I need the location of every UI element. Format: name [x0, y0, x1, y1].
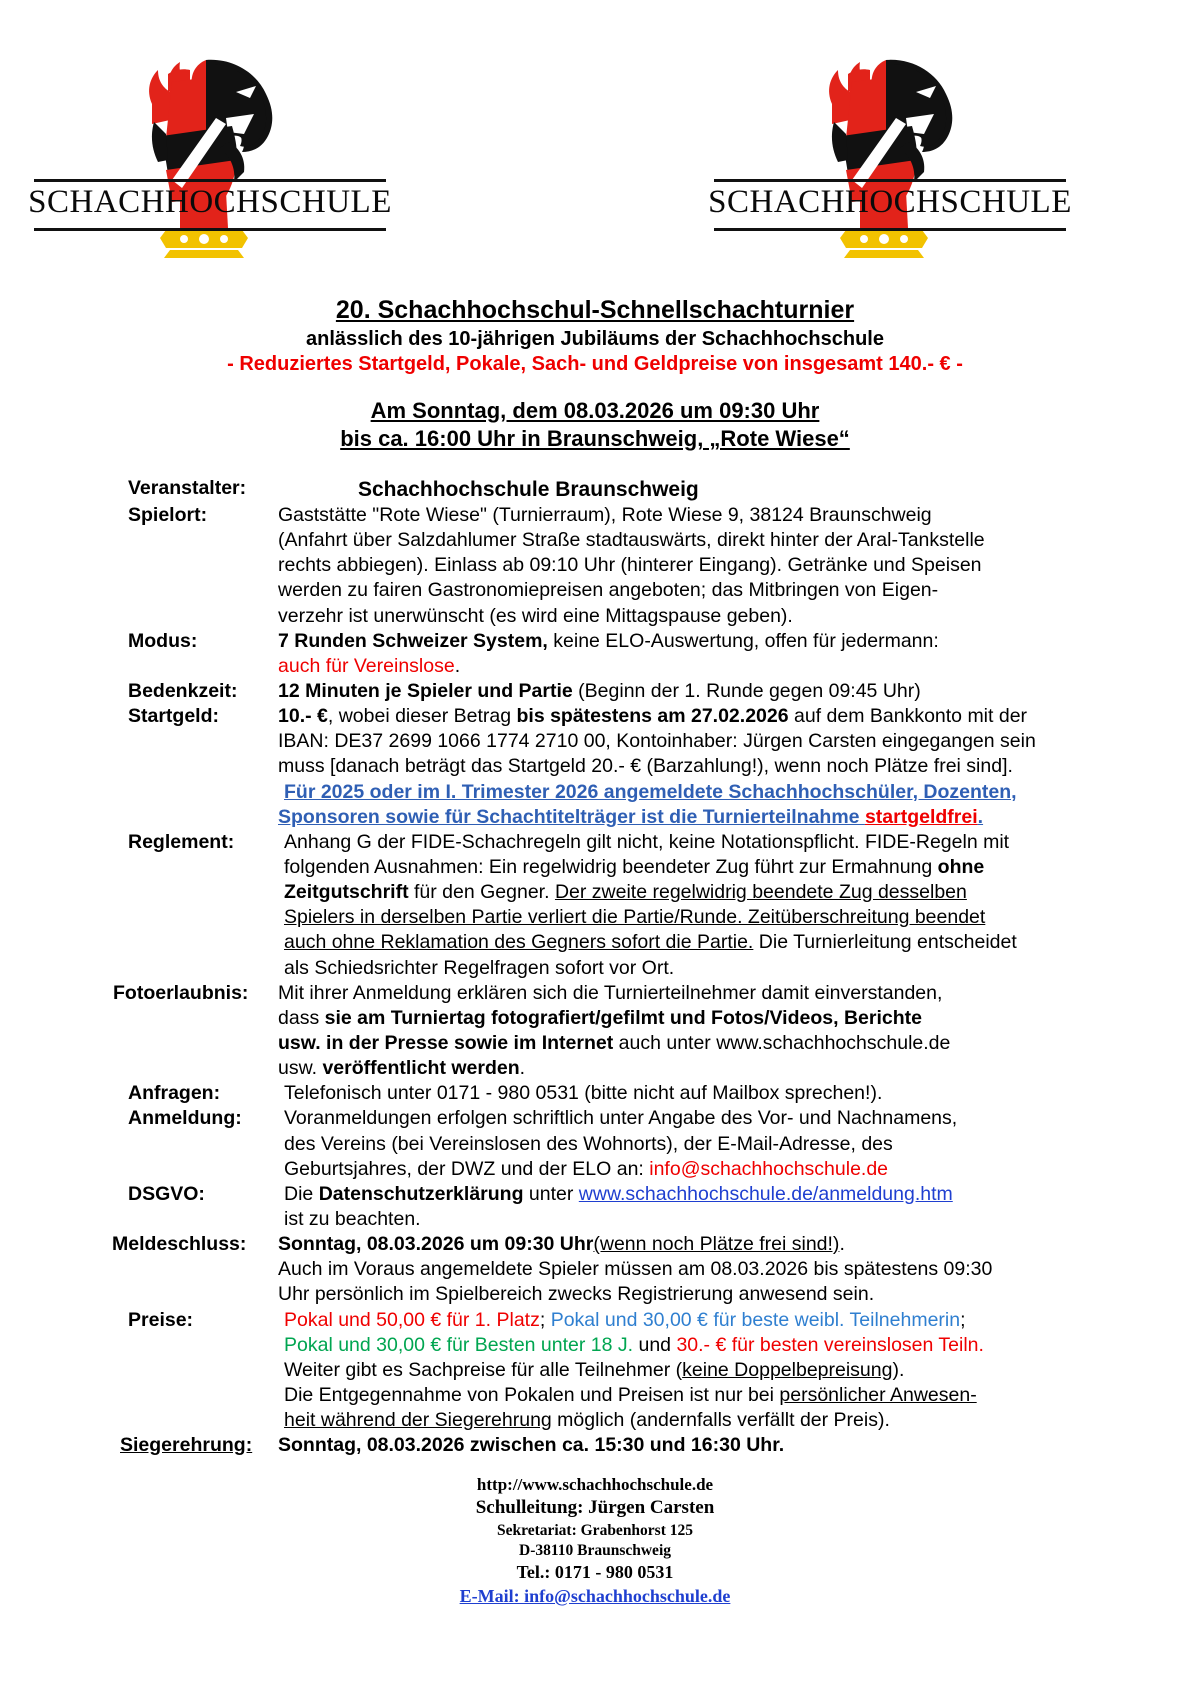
- preise-line-5: [284, 1408, 1150, 1433]
- logo-header-band: [0, 0, 1190, 258]
- fotoerlaubnis-text-3b: auch unter www.schachhochschule.de: [613, 1032, 951, 1054]
- preise-underline-4b: persönlicher Anwesen-: [779, 1383, 977, 1406]
- modus-bold: 7 Runden Schweizer System,: [278, 629, 548, 652]
- label-anfragen: Anfragen:: [128, 1082, 221, 1105]
- label-dsgvo: DSGVO:: [128, 1182, 205, 1205]
- dsgvo-text-1a: Die: [284, 1182, 319, 1205]
- reglement-line-6: als Schiedsrichter Regelfragen sofort vor Ort.: [284, 956, 675, 979]
- modus-red: auch für Vereinslose: [278, 654, 455, 677]
- fotoerlaubnis-text-4c: .: [519, 1057, 526, 1080]
- footer-schulleitung: Schulleitung: Jürgen Carsten: [475, 1497, 715, 1519]
- startgeld-free-line-2: [278, 805, 1150, 830]
- reglement-line-3: [284, 880, 1150, 905]
- label-meldeschluss: Meldeschluss:: [112, 1233, 247, 1256]
- modus-line-2: [278, 654, 1150, 679]
- title-highlight: - Reduziertes Startgeld, Pokale, Sach- und Geldpreise von insgesamt 140.- € -: [227, 353, 963, 376]
- prize-best-female: Pokal und 30,00 € für beste weibl. Teilnehmerin: [550, 1308, 961, 1331]
- anmeldung-email-link[interactable]: info@schachhochschule.de: [649, 1157, 889, 1180]
- row-bedenkzeit: [128, 679, 1150, 704]
- reglement-line-1: Anhang G der FIDE-Schachregeln gilt nicht, keine Notationspflicht. FIDE-Regeln mit: [284, 830, 1010, 853]
- startgeld-iban-line: IBAN: DE37 2699 1066 1774 2710 00, Kontoinhaber: Jürgen Carsten eingegangen sein: [278, 730, 1036, 753]
- value-meldeschluss: [278, 1232, 1150, 1307]
- footer-website[interactable]: http://www.schachhochschule.de: [476, 1475, 714, 1495]
- row-dsgvo: [128, 1182, 1150, 1232]
- meldeschluss-note: (wenn noch Plätze frei sind!): [593, 1233, 840, 1256]
- startgeld-text-1: , wobei dieser Betrag: [327, 705, 517, 728]
- preise-text-4a: Die Entgegennahme von Pokalen und Preisen ist nur bei: [284, 1383, 780, 1406]
- spielort-line-1: Gaststätte "Rote Wiese" (Turnierraum), Rote Wiese 9, 38124 Braunschweig: [278, 504, 932, 527]
- preise-underline-3b: keine Doppelbepreisung: [682, 1358, 893, 1381]
- logo-rule-bottom: [34, 228, 386, 231]
- meldeschluss-tail: .: [839, 1233, 845, 1256]
- footer-sekretariat: Sekretariat: Grabenhorst 125: [496, 1522, 694, 1540]
- value-bedenkzeit: [278, 679, 1150, 704]
- fotoerlaubnis-line-1: Mit ihrer Anmeldung erklären sich die Turnierteilnehmer damit einverstanden,: [278, 981, 943, 1004]
- label-anmeldung: Anmeldung:: [128, 1107, 242, 1130]
- label-siegerehrung: Siegerehrung:: [120, 1434, 253, 1457]
- row-modus: [128, 629, 1150, 679]
- label-fotoerlaubnis: Fotoerlaubnis:: [113, 981, 249, 1004]
- reglement-underline-5a: auch ohne Reklamation des Gegners sofort die Partie.: [284, 931, 754, 954]
- startgeld-text-2: auf dem Bankkonto mit der: [788, 705, 1028, 728]
- logo-right: [700, 52, 1080, 258]
- dsgvo-line-1: [284, 1182, 1150, 1207]
- row-siegerehrung: [120, 1433, 1150, 1458]
- anmeldung-line-1: Voranmeldungen erfolgen schriftlich unter Angabe des Vor- und Nachnamens,: [284, 1107, 958, 1130]
- logo-rule-bottom: [714, 228, 1066, 231]
- row-preise: [128, 1308, 1150, 1434]
- page-subtitle: anlässlich des 10-jährigen Jubiläums der Schachhochschule: [306, 328, 884, 350]
- row-anfragen: [128, 1081, 1150, 1106]
- reglement-line-4: Spielers in derselben Partie verliert die Partie/Runde. Zeitüberschreitung beendet: [284, 906, 986, 929]
- row-anmeldung: [128, 1106, 1150, 1181]
- dsgvo-privacy-link[interactable]: www.schachhochschule.de/anmeldung.htm: [578, 1182, 953, 1205]
- row-fotoerlaubnis: [113, 981, 1150, 1082]
- value-startgeld: [278, 704, 1150, 830]
- fotoerlaubnis-line-3: [278, 1031, 1150, 1056]
- row-spielort: [128, 503, 1150, 629]
- logo-wordmark: SCHACHHOCHSCHULE: [708, 184, 1072, 220]
- value-veranstalter: Schachhochschule Braunschweig: [358, 477, 699, 501]
- logo-wordmark: SCHACHHOCHSCHULE: [28, 184, 392, 220]
- startgeld-free-text: Sponsoren sowie für Schachtitelträger ist die Turnierteilnahme: [278, 805, 865, 828]
- preise-text-3c: ).: [892, 1358, 905, 1381]
- logo-rule-top: [714, 179, 1066, 182]
- fotoerlaubnis-bold-3a: usw. in der Presse sowie im Internet: [278, 1032, 614, 1054]
- preise-sep-1: ;: [539, 1308, 551, 1331]
- reglement-bold-zeitgutschrift: Zeitgutschrift: [284, 881, 409, 904]
- preise-text-5b: möglich (andernfalls verfällt der Preis).: [551, 1409, 890, 1432]
- event-date-line: Am Sonntag, dem 08.03.2026 um 09:30 Uhr: [370, 397, 820, 423]
- label-preise: Preise:: [128, 1308, 194, 1331]
- preise-line-1: [284, 1308, 1150, 1333]
- event-datetime: [0, 397, 1190, 454]
- anmeldung-text-3a: Geburtsjahres, der DWZ und der ELO an:: [284, 1157, 650, 1180]
- reglement-text-3b: für den Gegner.: [408, 881, 555, 904]
- value-dsgvo: [278, 1182, 1150, 1232]
- row-startgeld: [128, 704, 1150, 830]
- startgeld-amount: 10.- €: [278, 705, 328, 728]
- row-meldeschluss: [112, 1232, 1150, 1307]
- fotoerlaubnis-bold-4b: veröffentlicht werden: [322, 1057, 520, 1080]
- fotoerlaubnis-text-4a: usw.: [278, 1057, 323, 1080]
- footer-email-link[interactable]: E-Mail: info@schachhochschule.de: [459, 1585, 731, 1606]
- startgeld-free-line-1: Für 2025 oder im I. Trimester 2026 angemeldete Schachhochschüler, Dozenten,: [284, 780, 1017, 803]
- value-spielort: [278, 503, 1150, 629]
- value-reglement: [278, 830, 1150, 981]
- footer-telephone: Tel.: 0171 - 980 0531: [516, 1562, 674, 1583]
- label-reglement: Reglement:: [128, 830, 235, 853]
- reglement-bold-ohne: ohne: [937, 856, 985, 879]
- spielort-line-4: werden zu fairen Gastronomiepreisen angeboten; das Mitbringen von Eigen-: [278, 579, 939, 602]
- label-modus: Modus:: [128, 629, 198, 652]
- row-veranstalter: [128, 476, 1150, 503]
- meldeschluss-line-1: [278, 1232, 1150, 1257]
- preise-line-2: [284, 1333, 1150, 1358]
- dsgvo-line-2: ist zu beachten.: [284, 1207, 421, 1230]
- value-anfragen: Telefonisch unter 0171 - 980 0531 (bitte nicht auf Mailbox sprechen!).: [284, 1082, 883, 1105]
- preise-line-4: [284, 1383, 1150, 1408]
- label-spielort: Spielort:: [128, 504, 208, 527]
- startgeld-line-1: [278, 704, 1150, 729]
- modus-line-1: [278, 629, 1150, 654]
- reglement-text-2a: folgenden Ausnahmen: Ein regelwidrig beendeter Zug führt zur Ermahnung: [284, 856, 938, 879]
- reglement-underline-3c: Der zweite regelwidrig beendete Zug desselben: [554, 881, 967, 904]
- dsgvo-bold-1b: Datenschutzerklärung: [318, 1182, 524, 1205]
- startgeld-line-3: muss [danach beträgt das Startgeld 20.- € (Barzahlung!), wenn noch Plätze frei sind].: [278, 755, 1013, 778]
- preise-tail-1: ;: [960, 1308, 966, 1331]
- startgeld-deadline: bis spätestens am 27.02.2026: [516, 705, 789, 728]
- fotoerlaubnis-bold-2b: sie am Turniertag fotografiert/gefilmt und Fotos/Videos, Berichte: [324, 1006, 922, 1029]
- footer-contact-block: [0, 1474, 1190, 1608]
- label-bedenkzeit: Bedenkzeit:: [128, 680, 238, 703]
- prize-first-place: Pokal und 50,00 € für 1. Platz: [284, 1308, 540, 1331]
- value-anmeldung: [278, 1106, 1150, 1181]
- preise-text-3a: Weiter gibt es Sachpreise für alle Teilnehmer (: [284, 1358, 683, 1381]
- prize-best-u18: Pokal und 30,00 € für Besten unter 18 J.: [284, 1333, 634, 1356]
- preise-line-3: [284, 1358, 1150, 1383]
- reglement-line-5: [284, 930, 1150, 955]
- value-preise: [278, 1308, 1150, 1434]
- prize-best-unaffiliated: 30.- € für besten vereinslosen Teiln.: [676, 1333, 984, 1356]
- title-block: [0, 296, 1190, 454]
- startgeld-free-badge: startgeldfrei: [864, 805, 978, 828]
- anmeldung-line-3: [284, 1157, 1150, 1182]
- value-fotoerlaubnis: [278, 981, 1150, 1082]
- spielort-line-5: verzehr ist unerwünscht (es wird eine Mittagspause geben).: [278, 604, 793, 627]
- modus-red-tail: .: [454, 654, 461, 677]
- label-veranstalter: Veranstalter:: [128, 476, 247, 499]
- bedenkzeit-bold: 12 Minuten je Spieler und Partie: [278, 680, 573, 703]
- meldeschluss-line-3: Uhr persönlich im Spielbereich zwecks Registrierung anwesend sein.: [278, 1283, 875, 1306]
- reglement-line-2: [284, 855, 1150, 880]
- bedenkzeit-rest: (Beginn der 1. Runde gegen 09:45 Uhr): [572, 680, 921, 703]
- spielort-line-2: (Anfahrt über Salzdahlumer Straße stadtauswärts, direkt hinter der Aral-Tankstelle: [278, 529, 985, 552]
- value-modus: [278, 629, 1150, 679]
- fotoerlaubnis-line-4: [278, 1056, 1150, 1081]
- reglement-text-5b: Die Turnierleitung entscheidet: [753, 931, 1017, 954]
- meldeschluss-line-2: Auch im Voraus angemeldete Spieler müssen am 08.03.2026 bis spätestens 09:30: [278, 1258, 993, 1281]
- preise-underline-5a: heit während der Siegerehrung: [284, 1409, 552, 1432]
- logo-left: [20, 52, 400, 258]
- anmeldung-line-2: des Vereins (bei Vereinslosen des Wohnorts), der E-Mail-Adresse, des: [284, 1132, 893, 1155]
- page-title: 20. Schachhochschul-Schnellschachturnier: [335, 296, 855, 324]
- fotoerlaubnis-text-2a: dass: [278, 1006, 325, 1029]
- modus-rest: keine ELO-Auswertung, offen für jedermann:: [547, 629, 939, 652]
- row-reglement: [128, 830, 1150, 981]
- meldeschluss-deadline: Sonntag, 08.03.2026 um 09:30 Uhr: [278, 1233, 594, 1256]
- logo-rule-top: [34, 179, 386, 182]
- fotoerlaubnis-line-2: [278, 1006, 1150, 1031]
- spielort-line-3: rechts abbiegen). Einlass ab 09:10 Uhr (hinterer Eingang). Getränke und Speisen: [278, 554, 982, 577]
- footer-city: D-38110 Braunschweig: [519, 1542, 671, 1560]
- startgeld-free-tail: .: [977, 805, 984, 828]
- details-list: [0, 476, 1190, 1458]
- event-venue-line: bis ca. 16:00 Uhr in Braunschweig, „Rote Wiese“: [340, 426, 850, 452]
- value-siegerehrung: Sonntag, 08.03.2026 zwischen ca. 15:30 und 16:30 Uhr.: [278, 1434, 785, 1457]
- dsgvo-text-1c: unter: [523, 1182, 579, 1205]
- label-startgeld: Startgeld:: [128, 705, 220, 728]
- preise-mid-2: und: [633, 1333, 677, 1356]
